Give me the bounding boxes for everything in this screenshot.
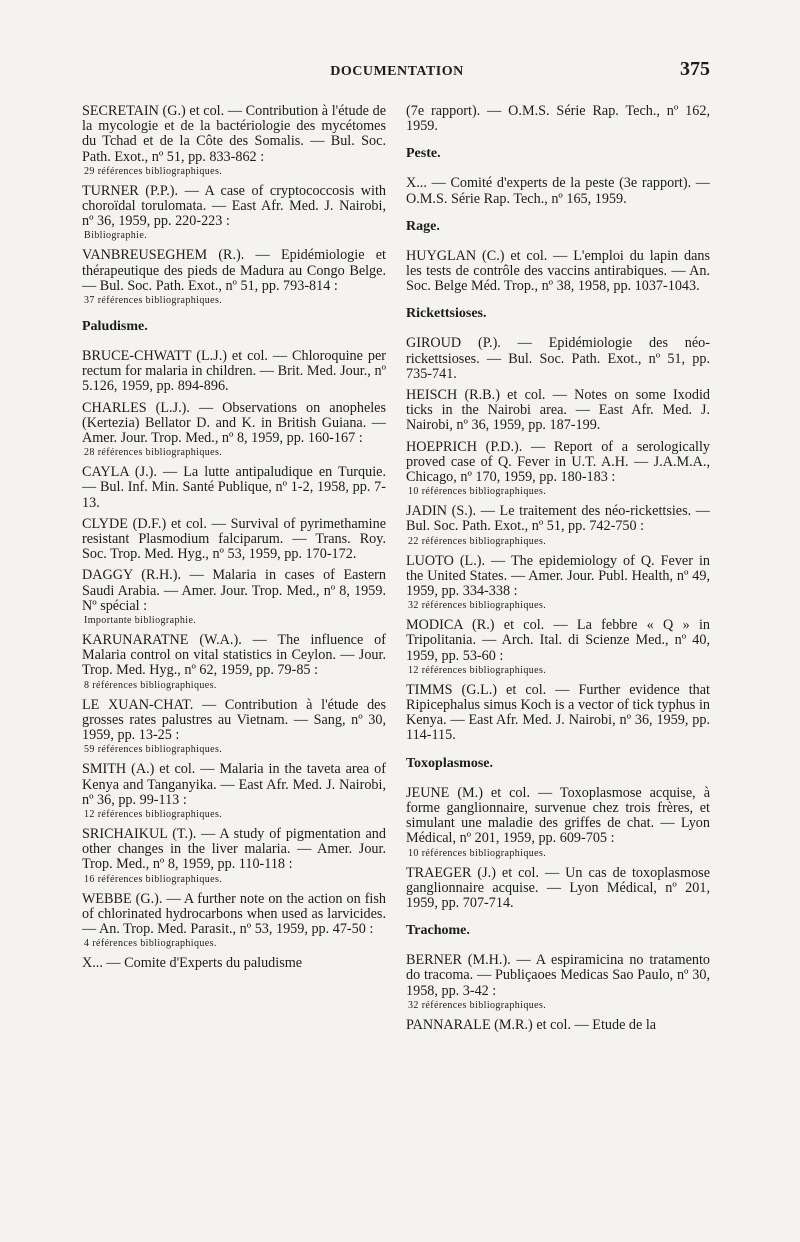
entry-citation: DAGGY (R.H.). — Malaria in cases of Eastern Saudi Arabia. — Amer. Jour. Trop. Med., nº 8, 1959. Nº spécial : [82,567,386,614]
bibliography-entry [406,104,710,134]
page-header [84,58,710,88]
entry-note: 10 références bibliographiques. [408,847,547,859]
entry-note: 12 références bibliographiques. [84,808,223,820]
entry-note: 4 références bibliographiques. [84,938,217,950]
entry-note: 22 références bibliographiques. [408,535,547,547]
entry-note: 12 références bibliographiques. [408,664,547,676]
entry-citation: CLYDE (D.F.) et col. — Survival of pyrimethamine resistant Plasmodium falciparum. — Trans. Roy. Soc. Trop. Med. Hyg., nº 53, 1959, pp. 170-172. [82,515,386,563]
entry-citation: JEUNE (M.) et col. — Toxoplasmose acquise, à forme ganglionnaire, survenue chez trois frères, et simulant une maladie des griffes de chat. — Lyon Médical, nº 201, 1959, pp. 609-705 : [406,784,710,847]
bibliography-entry [406,953,710,1012]
entry-citation: WEBBE (G.). — A further note on the action on fish of chlorinated hydrocarbons when used as larvicides. — An. Trop. Med. Parasit., nº 53, 1959, pp. 47-50 : [82,890,386,937]
entry-citation: JADIN (S.). — Le traitement des néo-rickettsies. — Bul. Soc. Path. Exot., nº 51, pp. 742-750 : [406,503,710,535]
bibliography-entry [82,184,386,243]
entry-citation: TURNER (P.P.). — A case of cryptococcosis with choroïdal torulomata. — East Afr. Med. J. Nairobi, nº 36, 1959, pp. 220-223 : [82,182,386,230]
entry-note: 29 références bibliographiques. [84,165,223,177]
bibliography-entry [406,554,710,613]
entry-note: 37 références bibliographiques. [84,295,223,307]
entry-citation: X... — Comite d'Experts du paludisme [82,955,303,972]
bibliography-entry [82,517,386,563]
entry-note: 28 références bibliographiques. [84,447,223,459]
section-heading: Peste. [406,146,441,162]
bibliography-entry [406,336,710,382]
entry-note: 59 références bibliographiques. [84,744,223,756]
bibliography-entry [406,866,710,912]
entry-citation: KARUNARATNE (W.A.). — The influence of Malaria control on vital statistics in Ceylon. — Jour. Trop. Med. Hyg., nº 62, 1959, pp. 79-85 : [82,632,386,679]
bibliography-entry [82,465,386,511]
bibliography-entry [82,568,386,627]
entry-citation: BERNER (M.H.). — A espiramicina no tratamento do tracoma. — Publiçaoes Medicas Sao Paulo, nº 30, 1958, pp. 3-42 : [406,952,710,999]
bibliography-entry [82,762,386,821]
bibliography-entry [82,892,386,951]
entry-citation: HUYGLAN (C.) et col. — L'emploi du lapin dans les tests de contrôle des vaccins antirabiques. — An. Soc. Belge Méd. Trop., nº 38, 1958, pp. 1037-1043. [406,247,710,295]
bibliography-entry [406,388,710,434]
section-heading: Rage. [406,218,440,234]
bibliography-entry [406,1018,710,1033]
entry-note: 32 références bibliographiques. [408,600,547,612]
right-column [406,104,710,1039]
bibliography-entry [82,248,386,307]
bibliography-entry [406,440,710,499]
entry-citation: HEISCH (R.B.) et col. — Notes on some Ixodid ticks in the Nairobi area. — East Afr. Med. J. Nairobi, nº 36, 1959, pp. 187-199. [406,387,710,434]
entry-note: 10 références bibliographiques. [408,486,547,498]
running-title: DOCUMENTATION [330,64,464,79]
section-heading: Rickettsioses. [406,306,487,322]
bibliography-entry [82,349,386,395]
bibliography-entry [82,633,386,692]
entry-note: 32 références bibliographiques. [408,999,547,1011]
bibliography-entry [82,827,386,886]
bibliography-entry [406,618,710,677]
bibliography-entry [406,683,710,744]
bibliography-entry [406,176,710,206]
section-heading: Toxoplasmose. [406,755,494,771]
entry-note: Importante bibliographie. [84,615,197,627]
entry-citation: VANBREUSEGHEM (R.). — Epidémiologie et thérapeutique des pieds de Madura au Congo Belge. — Bul. Soc. Path. Exot., nº 51, pp. 793-814 : [82,247,386,294]
entry-citation: HOEPRICH (P.D.). — Report of a serologically proved case of Q. Fever in U.T. A.H. — J.A.M.A., Chicago, nº 170, 1959, pp. 180-183 : [406,438,710,486]
entry-citation: LUOTO (L.). — The epidemiology of Q. Fever in the United States. — Amer. Jour. Publ. Health, nº 49, 1959, pp. 334-338 : [406,552,710,600]
bibliography-entry [82,698,386,757]
entry-note: 8 références bibliographiques. [84,679,217,691]
entry-citation: CAYLA (J.). — La lutte antipaludique en Turquie. — Bul. Inf. Min. Santé Publique, nº 1-2, 1958, pp. 7-13. [82,464,386,511]
entry-citation: TRAEGER (J.) et col. — Un cas de toxoplasmose ganglionnaire acquise. — Lyon Médical, nº 201, 1959, pp. 707-714. [406,864,710,911]
left-column [82,104,386,977]
page-number: 375 [680,58,710,80]
section-heading: Trachome. [406,923,470,939]
entry-citation: SMITH (A.) et col. — Malaria in the taveta area of Kenya and Tanganyika. — East Afr. Med. J. Nairobi, nº 36, pp. 99-113 : [82,761,386,808]
entry-citation: SECRETAIN (G.) et col. — Contribution à l'étude de la mycologie et de la bactériologie des mycétomes du Tchad et de la Côte des Somalis. — Bul. Soc. Path. Exot., nº 51, pp. 833-862 : [82,103,386,165]
bibliography-entry [82,401,386,460]
bibliography-entry [406,504,710,547]
entry-note: 16 références bibliographiques. [84,873,223,885]
entry-note: Bibliographie. [84,230,148,242]
bibliography-entry [82,104,386,178]
entry-citation: SRICHAIKUL (T.). — A study of pigmentation and other changes in the liver malaria. — Amer. Jour. Trop. Med., nº 8, 1959, pp. 110-118 : [82,825,386,873]
entry-citation: PANNARALE (M.R.) et col. — Etude de la [406,1016,657,1033]
entry-citation: CHARLES (L.J.). — Observations on anopheles (Kertezia) Bellator D. and K. in British Guiana. — Amer. Jour. Trop. Med., nº 8, 1959, pp. 160-167 : [82,399,386,447]
entry-citation: LE XUAN-CHAT. — Contribution à l'étude des grosses rates palustres au Vietnam. — Sang, nº 30, 1959, pp. 13-25 : [82,696,386,744]
bibliography-entry [406,249,710,295]
entry-citation: MODICA (R.) et col. — La febbre « Q » in Tripolitania. — Arch. Ital. di Scienze Med., nº 40, 1959, pp. 53-60 : [406,617,710,664]
bibliography-entry [406,786,710,860]
entry-citation: (7e rapport). — O.M.S. Série Rap. Tech., nº 162, 1959. [406,103,710,135]
entry-citation: X... — Comité d'experts de la peste (3e rapport). — O.M.S. Série Rap. Tech., nº 165, 1959. [406,175,710,207]
bibliography-entry [82,956,386,971]
entry-citation: GIROUD (P.). — Epidémiologie des néo-rickettsioses. — Bul. Soc. Path. Exot., nº 51, pp. 735-741. [406,335,710,382]
entry-citation: TIMMS (G.L.) et col. — Further evidence that Ripicephalus simus Koch is a vector of tick typhus in Kenya. — East Afr. Med. J. Nairobi, nº 36, 1959, pp. 114-115. [406,681,710,744]
entry-citation: BRUCE-CHWATT (L.J.) et col. — Chloroquine per rectum for malaria in children. — Brit. Med. Jour., nº 5.126, 1959, pp. 894-896. [82,348,386,395]
section-heading: Paludisme. [82,319,148,335]
